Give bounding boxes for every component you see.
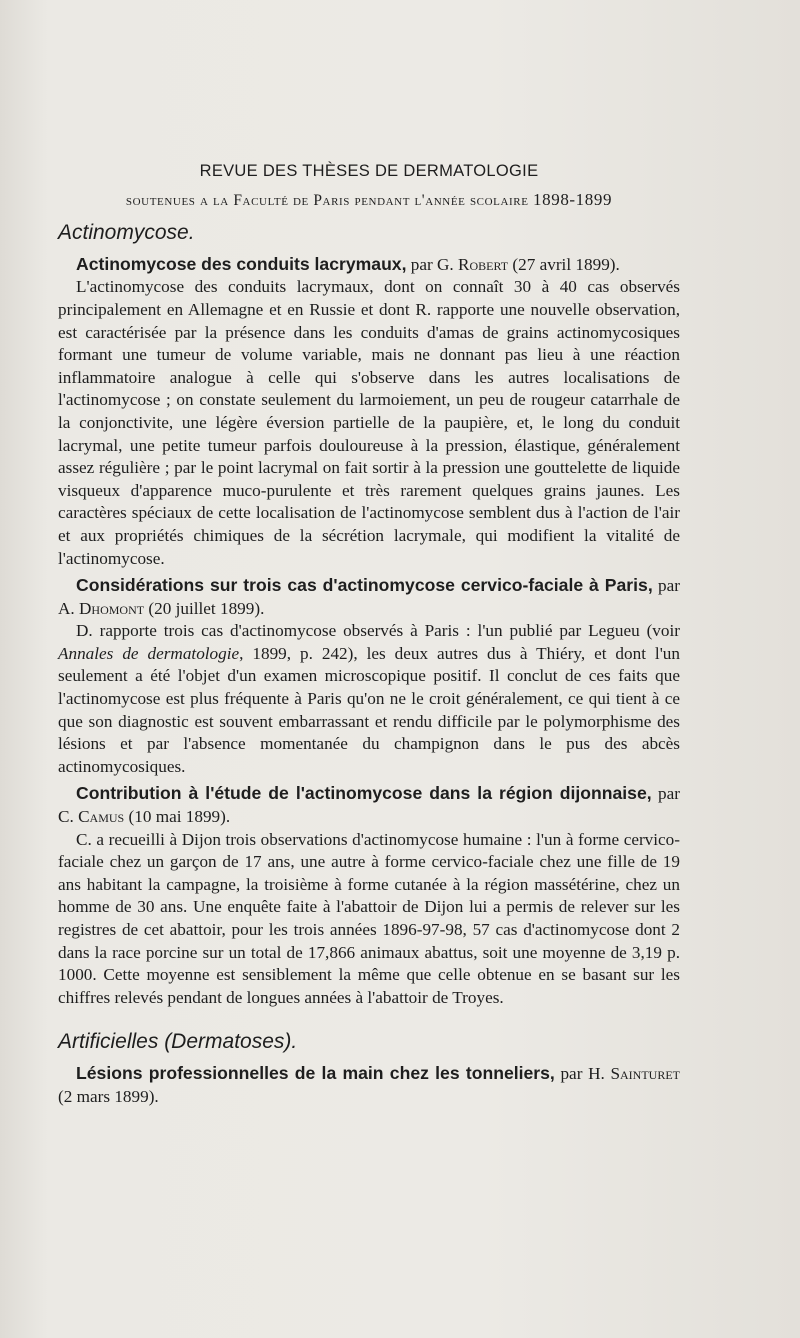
- entry-heading: [58, 1062, 680, 1108]
- document-body: [58, 150, 680, 1108]
- entry-date: (2 mars 1899).: [58, 1086, 159, 1106]
- entry-cervico-faciale-paris: [58, 574, 680, 778]
- entry-date: (27 avril 1899).: [508, 254, 620, 274]
- entry-title: Considérations sur trois cas d'actinomycose cervico-faciale à Paris,: [76, 575, 653, 596]
- entry-body-end: , 1899, p. 242), les deux autres dus à Thiéry, et dont l'un seulement a été l'objet d'un examen microscopique positif. Il conclut de ces faits que l'actinomycose est plus fréquente à Paris qu'on ne le croit généralement, ce qui tient à ce que son diagnostic est souvent embarrassant et rendu difficile par le polymorphisme des lésions et par l'absence momentanée du champignon dans le pus des abcès actinomycosiques.: [58, 643, 680, 776]
- entry-tonneliers: [58, 1062, 680, 1108]
- entry-heading: [58, 574, 680, 620]
- entry-region-dijonnaise: [58, 782, 680, 1009]
- page-title: REVUE DES THÈSES DE DERMATOLOGIE: [199, 162, 539, 180]
- entry-author: Dhomont: [79, 598, 145, 618]
- entry-title: Lésions professionnelles de la main chez les tonneliers,: [76, 1062, 555, 1083]
- section-heading-actinomycose: Actinomycose.: [58, 221, 195, 245]
- page-subtitle: [58, 189, 680, 213]
- entry-heading: [58, 253, 680, 277]
- entry-body-start: D. rapporte trois cas d'actinomycose observés à Paris : l'un publié par Legueu (voir: [76, 621, 680, 641]
- entry-body: C. a recueilli à Dijon trois observations d'actinomycose humaine : l'un à forme cervico-faciale chez un garçon de 17 ans, une autre à forme cervico-faciale chez une fille de 19 ans habitant la campagne, la troisième à forme cutanée à la région massétérine, chez un homme de 30 ans. Une enquête faite à l'abattoir de Dijon lui a permis de relever sur les registres de cet abattoir, pour les trois années 1896-97-98, 57 cas d'actinomycose dont 2 dans la race porcine sur un total de 17,866 animaux abattus, soit une moyenne de 3,19 p. 1000. Cette moyenne est sensiblement la même que celle obtenue en se basant sur les chiffres relevés pendant de longues années à l'abattoir de Troyes.: [58, 829, 680, 1007]
- journal-title: Annales de dermatologie: [58, 643, 240, 663]
- entry-par: par C.: [58, 784, 680, 827]
- entry-title: Actinomycose des conduits lacrymaux,: [76, 253, 407, 274]
- entry-author: Camus: [78, 807, 125, 827]
- entry-body: L'actinomycose des conduits lacrymaux, dont on connaît 30 à 40 cas observés principalement en Allemagne et en Russie et dont R. rapporte une nouvelle observation, est caractérisée par la présence dans les conduits d'amas de grains actinomycosiques formant une tumeur de volume variable, mais ne donnant pas lieu à une réaction inflammatoire analogue à celle qui s'observe dans les autres localisations de l'actinomycose ; on constate seulement du larmoiement, un peu de rougeur catarrhale de la conjonctivite, une légère éversion partielle de la paupière, et, le long du conduit lacrymal, une petite tumeur parfois douloureuse à la pression, élastique, généralement assez régulière ; par le point lacrymal on fait sortir à la pression une gouttelette de liquide visqueux d'apparence muco-purulente et très rarement quelques grains jaunes. Les caractères spéciaux de cette localisation de l'actinomycose semblent dus à l'action de l'air et aux propriétés chimiques de la sécrétion lacrymale, qui modifient la vitalité de l'actinomycose.: [58, 277, 680, 568]
- entry-title: Contribution à l'étude de l'actinomycose dans la région dijonnaise,: [76, 783, 652, 804]
- entry-date: (10 mai 1899).: [124, 807, 231, 827]
- entry-date: (20 juillet 1899).: [144, 598, 265, 618]
- entry-author: Sainturet: [610, 1063, 680, 1083]
- subtitle-text: soutenues a la Faculté de Paris pendant l'année scolaire: [125, 191, 529, 209]
- entry-conduits-lacrymaux: [58, 253, 680, 570]
- entry-par: par G.: [406, 254, 459, 274]
- entry-par: par H.: [554, 1063, 611, 1083]
- school-year: 1898-1899: [533, 189, 613, 209]
- entry-body: [58, 620, 680, 778]
- section-heading-artificielles: Artificielles (Dermatoses).: [58, 1030, 298, 1054]
- entry-author: Robert: [458, 254, 509, 274]
- entry-par: par A.: [58, 576, 680, 618]
- entry-heading: [58, 782, 680, 828]
